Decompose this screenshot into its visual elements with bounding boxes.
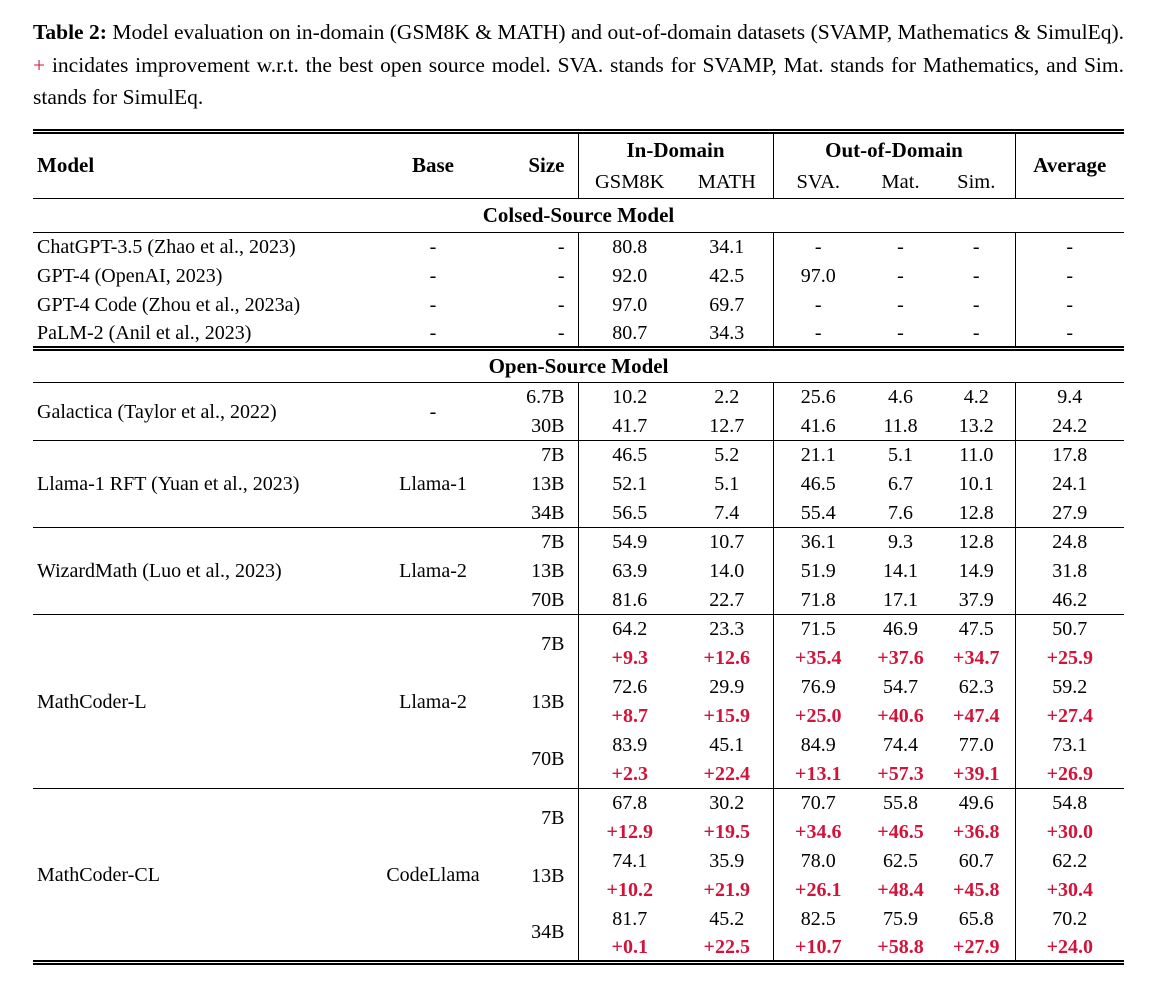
improvement-delta: +57.3 — [877, 762, 924, 785]
metric-value: 22.7 — [709, 588, 745, 611]
base-model: Llama-2 — [383, 615, 483, 789]
metric-value: 62.2 — [1015, 847, 1124, 876]
header-sim: Sim. — [957, 171, 996, 194]
metric-value: 64.2 — [578, 615, 681, 644]
caption-text-before-plus: Model evaluation on in-domain (GSM8K & MATH) and out-of-domain datasets (SVAMP, Mathematics & SimulEq). — [112, 20, 1124, 44]
model-size: 70B — [531, 588, 565, 611]
metric-value: 9.4 — [1015, 383, 1124, 412]
improvement-delta: +48.4 — [877, 879, 924, 902]
metric-value: 62.3 — [958, 676, 994, 699]
metric-value: 10.7 — [681, 528, 773, 557]
model-size: - — [557, 236, 565, 259]
metric-value: 11.0 — [938, 441, 1015, 470]
model-size: 13B — [531, 864, 565, 887]
metric-value: 54.9 — [578, 528, 681, 557]
improvement-delta: +22.4 — [703, 762, 750, 785]
improvement-delta: +13.1 — [773, 760, 863, 789]
metric-value: 45.1 — [709, 734, 745, 757]
metric-value: 54.8 — [1015, 789, 1124, 818]
metric-value: 37.9 — [958, 588, 994, 611]
header-average: Average — [1015, 132, 1124, 199]
model-name: Galactica (Taylor et al., 2022) — [37, 400, 277, 423]
model-name: PaLM-2 (Anil et al., 2023) — [37, 321, 252, 344]
metric-value: 67.8 — [578, 789, 681, 818]
improvement-delta: +10.2 — [578, 876, 681, 905]
base-model: - — [429, 400, 437, 423]
header-model: Model — [37, 153, 95, 178]
improvement-delta: +21.9 — [703, 879, 750, 902]
metric-value: 21.1 — [773, 441, 863, 470]
metric-value: 97.0 — [773, 262, 863, 291]
metric-value: 56.5 — [578, 499, 681, 528]
metric-value: 71.5 — [773, 615, 863, 644]
metric-value: - — [972, 265, 980, 288]
metric-value: 41.6 — [773, 412, 863, 441]
result-row — [33, 528, 1124, 557]
table-caption — [33, 16, 1124, 114]
metric-value: 46.9 — [863, 615, 938, 644]
table-header — [33, 132, 1124, 199]
metric-value: 76.9 — [773, 673, 863, 702]
model-size: - — [557, 294, 565, 317]
model-name: MathCoder-L — [33, 615, 383, 789]
metric-value: - — [897, 265, 904, 288]
metric-value: 52.1 — [578, 470, 681, 499]
metric-value: 47.5 — [938, 615, 1015, 644]
metric-value: - — [897, 236, 904, 259]
improvement-delta: +34.6 — [773, 818, 863, 847]
metric-value: 55.4 — [773, 499, 863, 528]
improvement-delta: +26.1 — [773, 876, 863, 905]
metric-value: 30.2 — [681, 789, 773, 818]
metric-value: 46.5 — [773, 470, 863, 499]
model-size: 70B — [531, 748, 565, 771]
metric-value: 77.0 — [958, 734, 994, 757]
improvement-delta: +15.9 — [703, 705, 750, 728]
model-size: 13B — [531, 690, 565, 713]
metric-value: 14.1 — [883, 560, 918, 583]
header-out-of-domain: Out-of-Domain — [773, 132, 1015, 168]
model-size: 7B — [483, 615, 578, 673]
model-name: GPT-4 Code (Zhou et al., 2023a) — [37, 294, 301, 317]
metric-value: 41.7 — [578, 412, 681, 441]
metric-value: - — [1015, 320, 1124, 349]
metric-value: 81.7 — [578, 905, 681, 934]
metric-value: 81.6 — [578, 586, 681, 615]
header-math: MATH — [697, 171, 756, 194]
model-size: 7B — [483, 528, 578, 557]
metric-value: 46.5 — [578, 441, 681, 470]
metric-value: 11.8 — [883, 414, 918, 437]
improvement-delta: +37.6 — [877, 647, 924, 670]
header-sva: SVA. — [773, 168, 863, 199]
model-name: GPT-4 (OpenAI, 2023) — [37, 265, 223, 288]
result-row — [33, 291, 1124, 320]
improvement-delta: +25.9 — [1015, 644, 1124, 673]
metric-value: - — [1015, 291, 1124, 320]
metric-value: 10.1 — [958, 473, 994, 496]
improvement-delta: +24.0 — [1015, 934, 1124, 963]
result-row — [33, 320, 1124, 349]
metric-value: 17.1 — [883, 588, 918, 611]
metric-value: 36.1 — [773, 528, 863, 557]
metric-value: 10.2 — [578, 383, 681, 412]
metric-value: 70.7 — [773, 789, 863, 818]
improvement-delta: +12.6 — [703, 647, 750, 670]
result-row — [33, 233, 1124, 262]
model-name: WizardMath (Luo et al., 2023) — [33, 528, 383, 615]
base-model: - — [429, 294, 437, 317]
metric-value: 4.6 — [888, 386, 913, 409]
improvement-delta: +58.8 — [877, 935, 924, 958]
model-size: 7B — [483, 441, 578, 470]
caption-text-after-plus: incidates improvement w.r.t. the best open source model. SVA. stands for SVAMP, Mat. stands for Mathematics, and Sim. stands for SimulEq. — [33, 52, 1124, 110]
improvement-delta: +26.9 — [1015, 760, 1124, 789]
header-row-groups — [33, 132, 1124, 168]
metric-value: 65.8 — [958, 908, 994, 931]
result-row — [33, 789, 1124, 818]
metric-value: 83.9 — [578, 731, 681, 760]
base-model: - — [429, 321, 437, 344]
metric-value: 25.6 — [773, 383, 863, 412]
metric-value: 69.7 — [709, 294, 745, 317]
metric-value: 34.1 — [709, 236, 745, 259]
model-size: 13B — [531, 473, 565, 496]
section-header-row — [33, 349, 1124, 383]
metric-value: 17.8 — [1015, 441, 1124, 470]
caption-plus-sign: + — [33, 52, 46, 77]
improvement-delta: +45.8 — [953, 879, 1000, 902]
improvement-delta: +19.5 — [703, 821, 750, 844]
metric-value: 9.3 — [863, 528, 938, 557]
metric-value: 46.2 — [1015, 586, 1124, 615]
metric-value: - — [972, 236, 980, 259]
model-size: - — [557, 321, 565, 344]
metric-value: 84.9 — [773, 731, 863, 760]
improvement-delta: +10.7 — [773, 934, 863, 963]
metric-value: 74.4 — [883, 734, 918, 757]
improvement-delta: +39.1 — [953, 762, 1000, 785]
metric-value: 45.2 — [709, 908, 745, 931]
improvement-delta: +34.7 — [953, 647, 1000, 670]
metric-value: - — [897, 321, 904, 344]
metric-value: 51.9 — [773, 557, 863, 586]
base-model: - — [429, 265, 437, 288]
metric-value: - — [897, 294, 904, 317]
metric-value: 60.7 — [958, 850, 994, 873]
metric-value: 6.7 — [888, 473, 913, 496]
metric-value: 14.9 — [958, 560, 994, 583]
metric-value: 49.6 — [938, 789, 1015, 818]
header-base: Base — [412, 153, 454, 178]
model-size: 6.7B — [526, 386, 565, 409]
improvement-delta: +30.4 — [1015, 876, 1124, 905]
metric-value: 5.1 — [863, 441, 938, 470]
metric-value: 7.4 — [714, 501, 740, 524]
metric-value: 62.5 — [883, 850, 918, 873]
result-row — [33, 262, 1124, 291]
metric-value: 24.8 — [1015, 528, 1124, 557]
improvement-delta: +22.5 — [703, 935, 750, 958]
metric-value: 14.0 — [709, 560, 745, 583]
caption-label: Table 2: — [33, 20, 107, 44]
section-header-row — [33, 199, 1124, 233]
model-size: 34B — [531, 501, 565, 524]
model-size: - — [557, 265, 565, 288]
metric-value: 63.9 — [578, 557, 681, 586]
metric-value: 23.3 — [681, 615, 773, 644]
improvement-delta: +27.9 — [953, 935, 1000, 958]
improvement-delta: +9.3 — [578, 644, 681, 673]
improvement-delta: +8.7 — [578, 702, 681, 731]
model-name: MathCoder-CL — [33, 789, 383, 963]
metric-value: 12.8 — [938, 528, 1015, 557]
metric-value: 82.5 — [773, 905, 863, 934]
metric-value: 24.1 — [1015, 470, 1124, 499]
metric-value: 78.0 — [773, 847, 863, 876]
improvement-delta: +46.5 — [877, 821, 924, 844]
result-row — [33, 383, 1124, 412]
base-model: Llama-1 — [383, 441, 483, 528]
improvement-delta: +27.4 — [1015, 702, 1124, 731]
improvement-delta: +36.8 — [953, 821, 1000, 844]
metric-value: 7.6 — [888, 501, 913, 524]
header-mat: Mat. — [881, 171, 920, 194]
metric-value: 72.6 — [578, 673, 681, 702]
metric-value: 59.2 — [1015, 673, 1124, 702]
metric-value: 31.8 — [1015, 557, 1124, 586]
metric-value: 42.5 — [709, 265, 745, 288]
metric-value: - — [773, 320, 863, 349]
improvement-delta: +12.9 — [578, 818, 681, 847]
metric-value: 5.1 — [714, 473, 740, 496]
improvement-delta: +2.3 — [578, 760, 681, 789]
results-table — [33, 129, 1124, 965]
table-body — [33, 199, 1124, 963]
model-name: ChatGPT-3.5 (Zhao et al., 2023) — [37, 236, 296, 259]
metric-value: - — [773, 233, 863, 262]
metric-value: 54.7 — [883, 676, 918, 699]
metric-value: 97.0 — [578, 291, 681, 320]
improvement-delta: +47.4 — [953, 705, 1000, 728]
metric-value: - — [972, 321, 980, 344]
improvement-delta: +40.6 — [877, 705, 924, 728]
improvement-delta: +35.4 — [773, 644, 863, 673]
metric-value: 4.2 — [963, 386, 989, 409]
section-title: Open-Source Model — [33, 349, 1124, 383]
metric-value: 92.0 — [578, 262, 681, 291]
metric-value: - — [773, 291, 863, 320]
metric-value: 35.9 — [709, 850, 745, 873]
model-size: 34B — [531, 921, 565, 944]
metric-value: 12.8 — [958, 501, 994, 524]
metric-value: 13.2 — [958, 414, 994, 437]
header-size: Size — [528, 153, 565, 178]
metric-value: 73.1 — [1015, 731, 1124, 760]
header-in-domain: In-Domain — [578, 132, 773, 168]
metric-value: 80.8 — [578, 233, 681, 262]
model-name: Llama-1 RFT (Yuan et al., 2023) — [33, 441, 383, 528]
metric-value: 24.2 — [1015, 412, 1124, 441]
metric-value: 34.3 — [709, 321, 745, 344]
metric-value: - — [1015, 262, 1124, 291]
base-model: - — [429, 236, 437, 259]
header-gsm8k: GSM8K — [578, 168, 681, 199]
metric-value: 2.2 — [714, 386, 740, 409]
base-model: Llama-2 — [383, 528, 483, 615]
metric-value: 70.2 — [1015, 905, 1124, 934]
metric-value: 50.7 — [1015, 615, 1124, 644]
metric-value: 80.7 — [578, 320, 681, 349]
result-row — [33, 615, 1124, 644]
model-size: 13B — [531, 560, 565, 583]
metric-value: 75.9 — [883, 908, 918, 931]
metric-value: 55.8 — [863, 789, 938, 818]
section-title: Colsed-Source Model — [33, 199, 1124, 233]
improvement-delta: +30.0 — [1015, 818, 1124, 847]
improvement-delta: +0.1 — [578, 934, 681, 963]
metric-value: - — [1015, 233, 1124, 262]
result-row — [33, 441, 1124, 470]
model-size: 7B — [483, 789, 578, 847]
metric-value: 27.9 — [1015, 499, 1124, 528]
improvement-delta: +25.0 — [773, 702, 863, 731]
metric-value: 5.2 — [681, 441, 773, 470]
base-model: CodeLlama — [383, 789, 483, 963]
metric-value: 71.8 — [773, 586, 863, 615]
metric-value: - — [972, 294, 980, 317]
model-size: 30B — [531, 414, 565, 437]
metric-value: 29.9 — [709, 676, 745, 699]
metric-value: 74.1 — [578, 847, 681, 876]
metric-value: 12.7 — [709, 414, 745, 437]
